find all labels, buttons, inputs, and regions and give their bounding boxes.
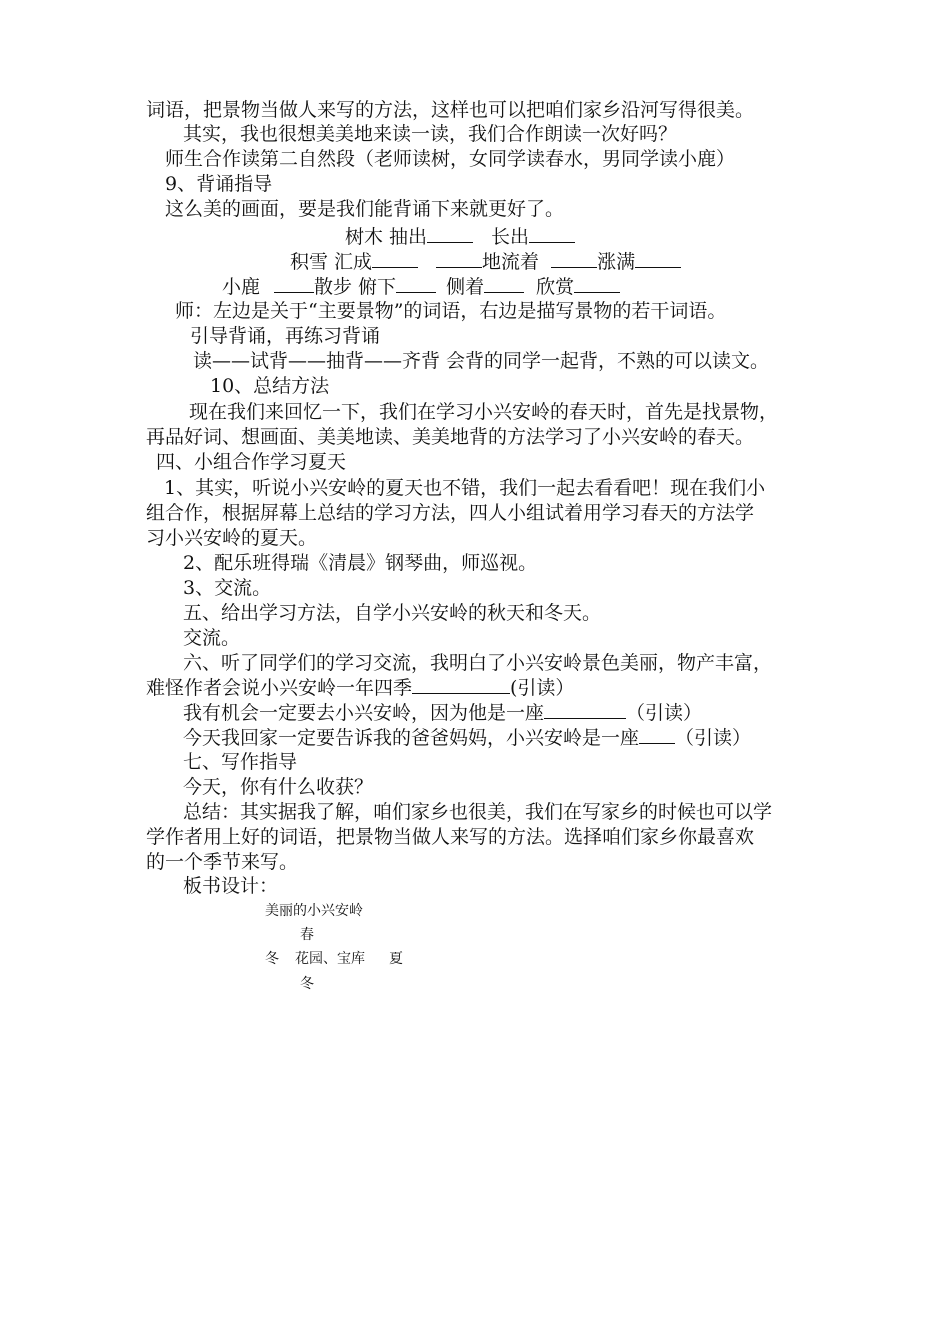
fill-blank-row <box>222 274 620 299</box>
blank-line <box>639 725 675 744</box>
section-heading: 五、给出学习方法，自学小兴安岭的秋天和冬天。 <box>183 602 602 624</box>
section-heading: 板书设计： <box>183 875 279 897</box>
fill-label: 地流着 <box>482 251 540 273</box>
text-line: 现在我们来回忆一下，我们在学习小兴安岭的春天时，首先是找景物， <box>189 401 779 423</box>
text-line: 再品好词、想画面、美美地读、美美地背的方法学习了小兴安岭的春天。 <box>146 426 755 448</box>
text-line: 组合作，根据屏幕上总结的学习方法，四人小组试着用学习春天的方法学 <box>146 502 755 524</box>
text-line: 学作者用上好的词语，把景物当做人来写的方法。选择咱们家乡你最喜欢 <box>146 826 755 848</box>
fill-label: 树木 抽出 <box>345 226 428 248</box>
text-line: 引导背诵，再练习背诵 <box>190 325 381 347</box>
text-line: 难怪作者会说小兴安岭一年四季 (引读） <box>146 677 575 699</box>
blank-line <box>574 274 620 293</box>
blank-line <box>274 274 314 293</box>
text-line: 总结：其实据我了解，咱们家乡也很美，我们在写家乡的时候也可以学 <box>183 801 773 823</box>
fill-label: 侧着 <box>446 276 485 298</box>
blank-line <box>412 675 510 694</box>
section-heading: 七、写作指导 <box>183 751 298 773</box>
fill-label: 欣赏 <box>536 276 575 298</box>
board-center: 花园、宝库 <box>295 951 365 967</box>
text-line: 1、其实，听说小兴安岭的夏天也不错，我们一起去看看吧！现在我们小 <box>164 477 766 499</box>
section-heading: 四、小组合作学习夏天 <box>156 451 347 473</box>
blank-line <box>551 249 597 268</box>
text-line: 词语，把景物当做人来写的方法，这样也可以把咱们家乡沿河写得很美。 <box>146 99 755 121</box>
blank-line <box>529 224 575 243</box>
fill-label: 长出 <box>491 226 530 248</box>
text-line: 读——试背——抽背——齐背 会背的同学一起背，不熟的可以读文。 <box>193 350 770 372</box>
fill-blank-row <box>345 224 575 249</box>
fill-label: 涨满 <box>597 251 636 273</box>
blank-line <box>436 249 482 268</box>
board-top: 春 <box>300 927 314 943</box>
fill-label: 积雪 汇成 <box>290 251 373 273</box>
board-left: 冬 <box>265 951 279 967</box>
text-line: 交流。 <box>183 627 241 649</box>
blank-line <box>372 249 418 268</box>
fill-label: 小鹿 <box>222 276 261 298</box>
section-heading: 10、总结方法 <box>210 375 330 397</box>
blank-line <box>635 249 681 268</box>
blank-line <box>427 224 473 243</box>
text-line: 的一个季节来写。 <box>146 851 299 873</box>
text-line: 3、交流。 <box>183 577 272 599</box>
fill-blank-row <box>290 249 681 274</box>
board-title: 美丽的小兴安岭 <box>265 903 363 919</box>
board-right: 夏 <box>389 951 403 967</box>
section-heading: 六、听了同学们的学习交流，我明白了小兴安岭景色美丽，物产丰富， <box>183 652 773 674</box>
text-line: 师生合作读第二自然段（老师读树，女同学读春水，男同学读小鹿） <box>165 148 736 170</box>
text-line: 师：左边是关于“主要景物”的词语，右边是描写景物的若干词语。 <box>175 300 727 322</box>
text-line: 2、配乐班得瑞《清晨》钢琴曲，师巡视。 <box>183 552 538 574</box>
text-line: 今天，你有什么收获？ <box>183 776 374 798</box>
text-line: 今天我回家一定要告诉我的爸爸妈妈，小兴安岭是一座 （引读） <box>183 727 752 749</box>
fill-label: 散步 俯下 <box>314 276 397 298</box>
text-line: 其实，我也很想美美地来读一读，我们合作朗读一次好吗？ <box>183 123 678 145</box>
blank-line <box>484 274 524 293</box>
text-line: 我有机会一定要去小兴安岭，因为他是一座 （引读） <box>183 702 703 724</box>
blank-line <box>396 274 436 293</box>
section-heading: 9、背诵指导 <box>165 173 273 195</box>
board-bottom: 冬 <box>300 976 314 992</box>
blank-line <box>544 700 626 719</box>
text-line: 这么美的画面，要是我们能背诵下来就更好了。 <box>165 198 565 220</box>
text-line: 习小兴安岭的夏天。 <box>146 527 318 549</box>
